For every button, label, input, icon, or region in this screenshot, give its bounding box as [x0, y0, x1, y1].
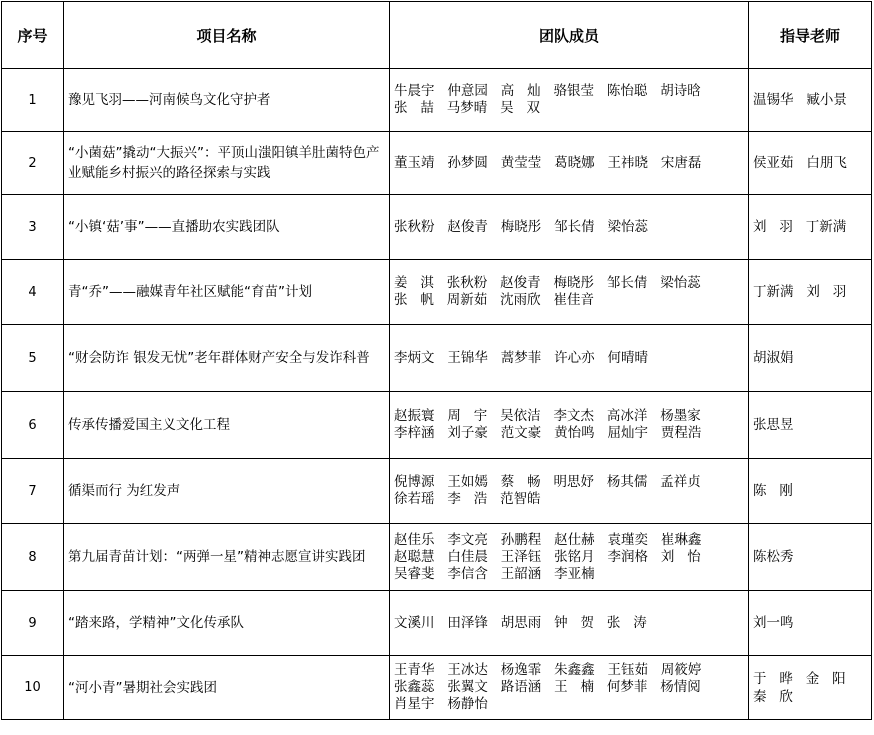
project-name: “财会防诈 银发无忧”老年群体财产安全与发诈科普	[64, 325, 390, 392]
table-row	[2, 656, 872, 720]
advisors: 丁新满 刘 羽	[749, 260, 872, 325]
advisors: 侯亚茹 白朋飞	[749, 132, 872, 195]
table-row	[2, 524, 872, 591]
project-name: 循渠而行 为红发声	[64, 459, 390, 524]
advisors: 于 晔 金 阳 秦 欣	[749, 656, 872, 720]
table-row	[2, 459, 872, 524]
header-members: 团队成员	[390, 2, 749, 69]
team-members: 文溪川 田泽锋 胡思雨 钟 贺 张 涛	[390, 591, 749, 656]
table-row	[2, 69, 872, 132]
team-members: 姜 淇 张秋粉 赵俊青 梅晓彤 邹长倩 梁怡蕊 张 帆 周新茹 沈雨欣 崔佳音	[390, 260, 749, 325]
project-name: 豫见飞羽——河南候鸟文化守护者	[64, 69, 390, 132]
table-row	[2, 132, 872, 195]
project-name: “踏来路，学精神”文化传承队	[64, 591, 390, 656]
team-members: 赵佳乐 李文亮 孙鹏程 赵仕赫 袁瑾奕 崔琳鑫 赵聪慧 白佳晨 王泽钰 张铭月 李润格 刘 怡 吴睿斐 李信含 王韶涵 李亚楠	[390, 524, 749, 591]
row-number: 4	[2, 260, 64, 325]
advisors: 温锡华 臧小景	[749, 69, 872, 132]
table-row	[2, 392, 872, 459]
team-members: 牛晨宇 仲意园 高 灿 骆银莹 陈怡聪 胡诗晗 张 喆 马梦晴 吴 双	[390, 69, 749, 132]
table-row	[2, 325, 872, 392]
header-no: 序号	[2, 2, 64, 69]
advisors: 陈 刚	[749, 459, 872, 524]
team-members: 张秋粉 赵俊青 梅晓彤 邹长倩 梁怡蕊	[390, 195, 749, 260]
row-number: 6	[2, 392, 64, 459]
project-name: “河小青”暑期社会实践团	[64, 656, 390, 720]
team-members: 李炳文 王锦华 蒿梦菲 许心亦 何晴晴	[390, 325, 749, 392]
project-name: 传承传播爱国主义文化工程	[64, 392, 390, 459]
row-number: 10	[2, 656, 64, 720]
team-members: 王青华 王冰达 杨逸霏 朱鑫鑫 王钰茹 周筱婷 张鑫蕊 张翼文 路语涵 王 楠 何梦菲 杨情阅 肖星宇 杨静怡	[390, 656, 749, 720]
advisors: 刘一鸣	[749, 591, 872, 656]
project-name: “小镇‘菇’事”——直播助农实践团队	[64, 195, 390, 260]
project-name: 青“乔”——融媒青年社区赋能“育苗”计划	[64, 260, 390, 325]
row-number: 3	[2, 195, 64, 260]
header-teachers: 指导老师	[749, 2, 872, 69]
advisors: 刘 羽 丁新满	[749, 195, 872, 260]
project-table	[1, 1, 872, 720]
project-name: “小菌菇”撬动“大振兴”：平顶山滍阳镇羊肚菌特色产业赋能乡村振兴的路径探索与实践	[64, 132, 390, 195]
row-number: 5	[2, 325, 64, 392]
advisors: 张思昱	[749, 392, 872, 459]
table-row	[2, 260, 872, 325]
row-number: 8	[2, 524, 64, 591]
header-project: 项目名称	[64, 2, 390, 69]
advisors: 陈松秀	[749, 524, 872, 591]
row-number: 2	[2, 132, 64, 195]
row-number: 1	[2, 69, 64, 132]
header-row	[2, 2, 872, 69]
table-row	[2, 591, 872, 656]
advisors: 胡淑娟	[749, 325, 872, 392]
row-number: 9	[2, 591, 64, 656]
table-row	[2, 195, 872, 260]
team-members: 倪博源 王如嫣 蔡 畅 明思妤 杨其儒 孟祥贞 徐若瑶 李 浩 范智皓	[390, 459, 749, 524]
team-members: 董玉靖 孙梦圆 黄莹莹 葛晓娜 王祎晓 宋唐磊	[390, 132, 749, 195]
team-members: 赵振寰 周 宇 吴依洁 李文杰 高冰洋 杨墨家 李梓涵 刘子豪 范文豪 黄怡鸣 屈灿宇 贾程浩	[390, 392, 749, 459]
project-name: 第九届青苗计划：“两弹一星”精神志愿宣讲实践团	[64, 524, 390, 591]
row-number: 7	[2, 459, 64, 524]
